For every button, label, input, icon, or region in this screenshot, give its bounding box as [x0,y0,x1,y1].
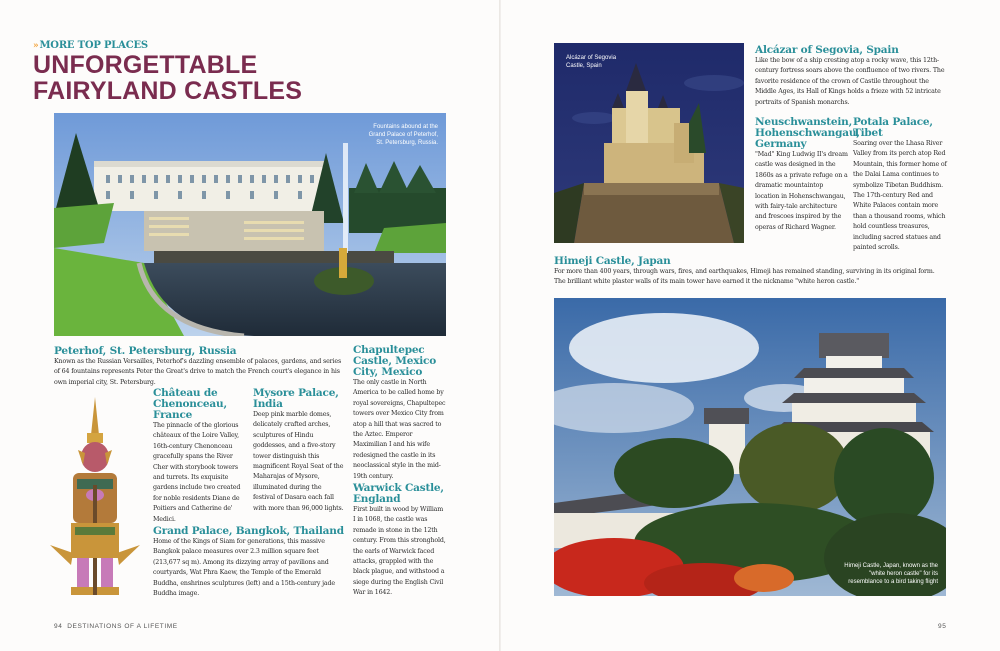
heading-potala: Potala Palace, Tibet [853,116,933,139]
body-chenonceau: The pinnacle of the glorious châteaux of the Loire Valley, 16th-century Chenonceau gracefully spans the River Cher with storybook towers and turrets. Its exquisite gardens include two created for noble residents Diane de Poitiers and Catherine de' Medici. [153,422,241,523]
segovia-photo [554,43,744,243]
right-folio [938,623,946,630]
article-chenonceau [153,388,248,525]
left-folio [54,623,178,630]
kicker-text: MORE TOP PLACES [39,40,148,51]
thai-guardian-statue-photo [45,395,145,605]
body-alcazar: Like the bow of a ship cresting atop a rocky wave, this 12th-century fortress soars above the confluence of two rivers. The favorite residence of the crown of Castile throughout the Middle Ages, its Hall of Kings holds a frieze with 52 intricate portraits of Spanish monarchs. [755,57,945,106]
heading-alcazar: Alcázar of Segovia, Spain [755,44,899,56]
body-potala: Soaring over the Lhasa River Valley from its perch atop Red Mountain, this former home of the Dalai Lama continues to symbolize Tibetan Buddhism. The 17th-century Red and White Palaces contain more than a thousand rooms, which hold countless treasures, including sacred statues and painted scrolls. [853,140,947,252]
body-grand-palace: Home of the Kings of Siam for generations, this massive Bangkok palace measures over 2.3 million square feet (213,677 sq m). Among its dizzying array of pavilions and courtyards, Wat Phra Kaew, the Temple of the Emerald Buddha, enshrines sculptures (left) and a 15th-century jade Buddha image. [153,538,335,598]
book-spine [499,0,501,651]
segovia-illustration [554,43,744,243]
heading-peterhof: Peterhof, St. Petersburg, Russia [54,345,237,357]
article-grand-palace [153,526,345,599]
heading-chenonceau: Château de Chenonceau, France [153,387,227,421]
title-line-2: FAIRYLAND CASTLES [33,77,303,105]
heading-himeji: Himeji Castle, Japan [554,255,671,267]
heading-chapultepec: Chapultepec Castle, Mexico City, Mexico [353,344,437,378]
body-neuschwanstein: "Mad" King Ludwig II's dream castle was designed in the 1860s as a private refuge on a dramatic mountaintop location in Hohenschwangau, with fairy-tale architecture and frescoes inspired by the operas of Richard Wagner. [755,151,848,231]
book-title-folio: DESTINATIONS OF A LIFETIME [67,623,178,630]
body-warwick: First built in wood by William I in 1068, the castle was remade in stone in the 12th century. From this stronghold, the earls of Warwick faced attacks, grappled with the black plague, and withstood a siege during the English Civil War in 1642. [353,506,446,597]
article-himeji [554,256,946,288]
body-himeji: For more than 400 years, through wars, fires, and earthquakes, Himeji has remained standing, surviving in its original form. The brilliant white plaster walls of its main tower have earned it the nickname "white heron castle." [554,268,935,286]
guardian-statue-illustration [45,395,145,605]
article-neuschwanstein [755,116,860,233]
article-alcazar [755,45,950,108]
segovia-caption: Alcázar of Segovia Castle, Spain [566,55,617,69]
body-peterhof: Known as the Russian Versailles, Peterhof's dazzling ensemble of palaces, gardens, and series of 64 fountains represents Peter the Great's drive to match the French court's elegance in his own imperial city, St. Petersburg. [54,358,342,386]
article-warwick [353,483,446,599]
article-mysore [253,388,345,514]
page-title [33,52,302,104]
heading-warwick: Warwick Castle, England [353,482,444,505]
heading-grand-palace: Grand Palace, Bangkok, Thailand [153,525,344,537]
body-chapultepec: The only castle in North America to be called home by royal sovereigns, Chapultepec towers over Mexico City from atop a hill that was sacred to the Aztec. Emperor Maximilian I and his wife redesigned the castle in its neoclassical style in the mid-19th century. [353,379,446,480]
title-line-1: UNFORGETTABLE [33,51,258,79]
heading-neuschwanstein: Neuschwanstein, Hohenschwangau, Germany [755,116,860,150]
himeji-caption: Himeji Castle, Japan, known as the "white heron castle" for its resemblance to a bird taking flight [844,563,938,585]
peterhof-photo [54,113,446,336]
article-peterhof [54,346,346,388]
section-kicker [33,40,148,51]
himeji-illustration [554,298,946,596]
page-number-left: 94 [54,623,63,630]
peterhof-caption: Fountains abound at the Grand Palace of Peterhof, St. Petersburg, Russia. [368,124,438,146]
article-chapultepec [353,345,446,482]
himeji-photo [554,298,946,596]
page-number-right: 95 [938,623,947,630]
double-chevron-right-icon: » [33,41,39,51]
body-mysore: Deep pink marble domes, delicately crafted arches, sculptures of Hindu goddesses, and a five-story tower distinguish this magnificent Royal Seat of the Maharajas of Mysore, illuminated during the festival of Dasara each fall with more than 96,000 lights. [253,411,344,512]
heading-mysore: Mysore Palace, India [253,387,339,410]
article-potala [853,117,948,253]
